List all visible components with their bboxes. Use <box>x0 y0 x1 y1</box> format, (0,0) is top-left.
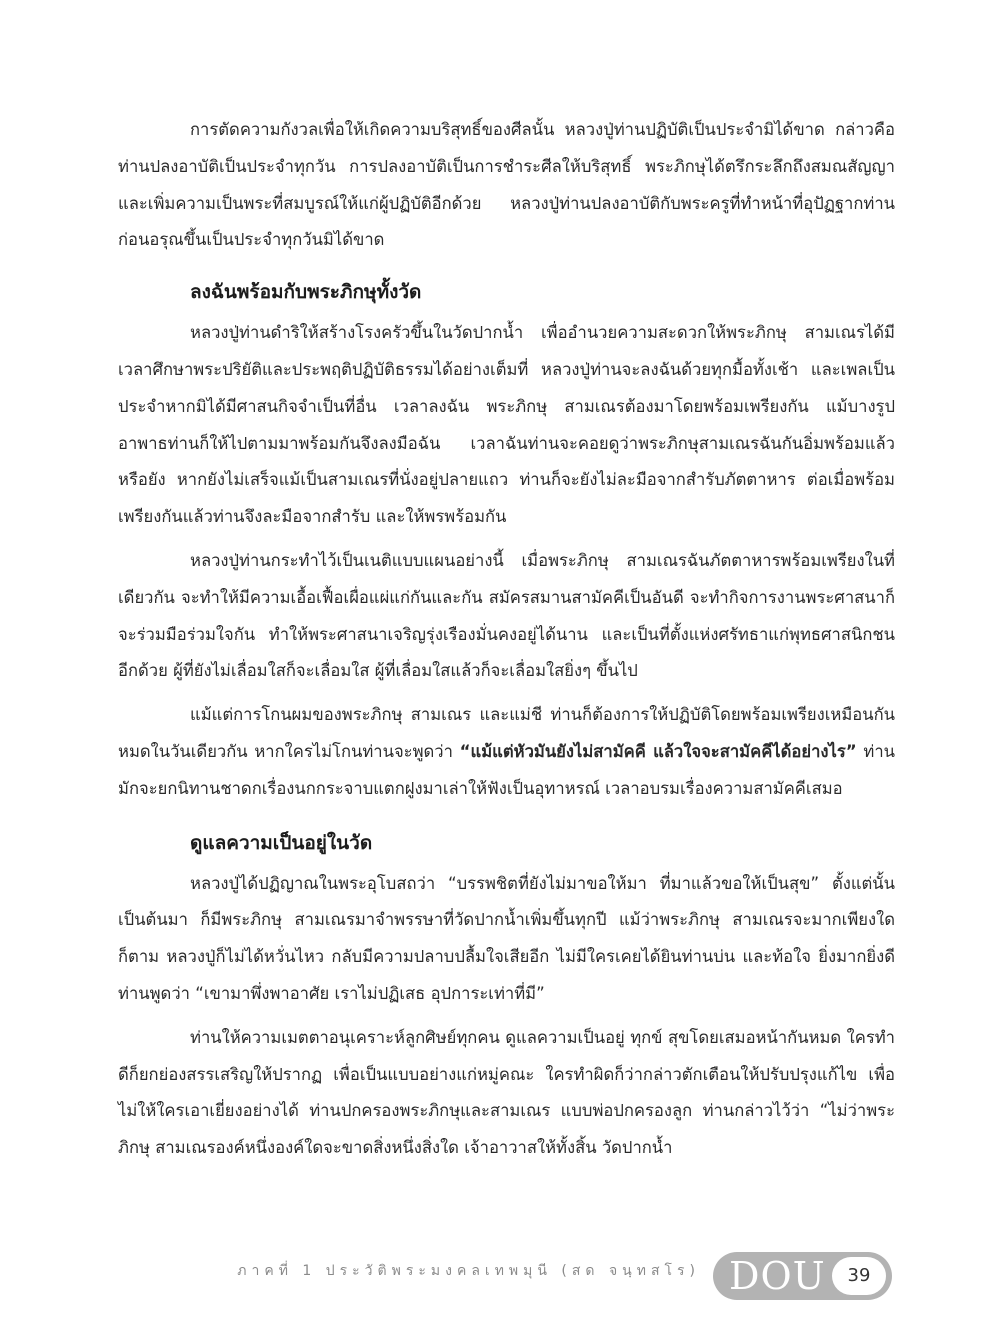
footer-badge <box>713 1252 892 1300</box>
paragraph-6: ท่านให้ความเมตตาอนุเคราะห์ลูกศิษย์ทุกคน ดูแลความเป็นอยู่ ทุกข์ สุขโดยเสมอหน้ากันหมด ใครทำดีก็ยกย่องสรรเสริญให้ปรากฏ เพื่อเป็นแบบอย่างแก่หมู่คณะ ใครทำผิดก็ว่ากล่าวตักเตือนให้ปรับปรุงแก้ไข เพื่อไม่ให้ใครเอาเยี่ยงอย่างได้ ท่านปกครองพระภิกษุและสามเณร แบบพ่อปกครองลูก ท่านกล่าวไว้ว่า “ไม่ว่าพระภิกษุ สามเณรองค์หนึ่งองค์ใดจะขาดสิ่งหนึ่งสิ่งใด เจ้าอาวาสให้ทั้งสิ้น วัดปากน้ำ <box>118 1027 895 1158</box>
page-content <box>118 112 895 1174</box>
footer-chapter-title: ภาคที่ 1 ประวัติพระมงคลเทพมุนี (สด จนฺทสโร) <box>237 1263 700 1279</box>
dou-logo: DOU <box>729 1254 826 1298</box>
page-footer <box>0 1242 1000 1302</box>
section-heading-welfare: ดูแลความเป็นอยู่ในวัด <box>190 831 373 854</box>
paragraph-4-ending: ท่านมักจะยกนิทานชาดกเรื่องนกกระจาบแตกฝูงมาเล่าให้ฟังเป็นอุทาหรณ์ เวลาอบรมเรื่องความสามัคคีเสมอ <box>118 741 895 798</box>
page-number: 39 <box>832 1257 886 1295</box>
paragraph-2: หลวงปู่ท่านดำริให้สร้างโรงครัวขึ้นในวัดปากน้ำ เพื่ออำนวยความสะดวกให้พระภิกษุ สามเณรได้มีเวลาศึกษาพระปริยัติและประพฤติปฏิบัติธรรมได้อย่างเต็มที่ หลวงปู่ท่านจะลงฉันด้วยทุกมื้อทั้งเช้า และเพลเป็นประจำหากมิได้มีศาสนกิจจำเป็นที่อื่น เวลาลงฉัน พระภิกษุ สามเณรต้องมาโดยพร้อมเพรียงกัน แม้บางรูปอาพาธท่านก็ให้ไปตามมาพร้อมกันจึงลงมือฉัน เวลาฉันท่านจะคอยดูว่าพระภิกษุสามเณรฉันกันอิ่มพร้อมแล้วหรือยัง หากยังไม่เสร็จแม้เป็นสามเณรที่นั่งอยู่ปลายแถว ท่านก็จะยังไม่ละมือจากสำรับภัตตาหาร ต่อเมื่อพร้อมเพรียงกันแล้วท่านจึงละมือจากสำรับ และให้พรพร้อมกัน <box>118 323 895 527</box>
paragraph-4 <box>118 697 895 807</box>
paragraph-4-intro: แม้แต่การโกนผมของพระภิกษุ สามเณร และแม่ชี ท่านก็ต้องการให้ปฏิบัติโดยพร้อมเพรียงเหมือนกันหมดในวันเดียวกัน หากใครไม่โกนท่านจะพูดว่า <box>118 705 895 761</box>
section-heading-eating-together: ลงฉันพร้อมกับพระภิกษุทั้งวัด <box>190 281 422 304</box>
paragraph-3: หลวงปู่ท่านกระทำไว้เป็นเนติแบบแผนอย่างนี้ เมื่อพระภิกษุ สามเณรฉันภัตตาหารพร้อมเพรียงในที่เดียวกัน จะทำให้มีความเอื้อเฟื้อเผื่อแผ่แก่กันและกัน สมัครสมานสามัคคีเป็นอันดี จะทำกิจการงานพระศาสนาก็จะร่วมมือร่วมใจกัน ทำให้พระศาสนาเจริญรุ่งเรืองมั่นคงอยู่ได้นาน และเป็นที่ตั้งแห่งศรัทธาแก่พุทธศาสนิกชนอีกด้วย ผู้ที่ยังไม่เลื่อมใสก็จะเลื่อมใส ผู้ที่เลื่อมใสแล้วก็จะเลื่อมใสยิ่งๆ ขึ้นไป <box>118 550 895 681</box>
paragraph-1: การตัดความกังวลเพื่อให้เกิดความบริสุทธิ์ของศีลนั้น หลวงปู่ท่านปฏิบัติเป็นประจำมิได้ขาด กล่าวคือ ท่านปลงอาบัติเป็นประจำทุกวัน การปลงอาบัติเป็นการชำระศีลให้บริสุทธิ์ พระภิกษุได้ตรึกระลึกถึงสมณสัญญา และเพิ่มความเป็นพระที่สมบูรณ์ให้แก่ผู้ปฏิบัติอีกด้วย หลวงปู่ท่านปลงอาบัติกับพระครูที่ทำหน้าที่อุปัฏฐากท่าน ก่อนอรุณขึ้นเป็นประจำทุกวันมิได้ขาด <box>118 120 895 250</box>
paragraph-5: หลวงปู่ได้ปฏิญาณในพระอุโบสถว่า “บรรพชิตที่ยังไม่มาขอให้มา ที่มาแล้วขอให้เป็นสุข” ตั้งแต่นั้นเป็นต้นมา ก็มีพระภิกษุ สามเณรมาจำพรรษาที่วัดปากน้ำเพิ่มขึ้นทุกปี แม้ว่าพระภิกษุ สามเณรจะมากเพียงใดก็ตาม หลวงปู่ก็ไม่ได้หวั่นไหว กลับมีความปลาบปลื้มใจเสียอีก ไม่มีใครเคยได้ยินท่านบ่น และท้อใจ ยิ่งมากยิ่งดี ท่านพูดว่า “เขามาพึ่งพาอาศัย เราไม่ปฏิเสธ อุปการะเท่าที่มี” <box>118 873 895 1003</box>
quote-unity: “แม้แต่หัวมันยังไม่สามัคคี แล้วใจจะสามัคคีได้อย่างไร” <box>459 741 857 761</box>
